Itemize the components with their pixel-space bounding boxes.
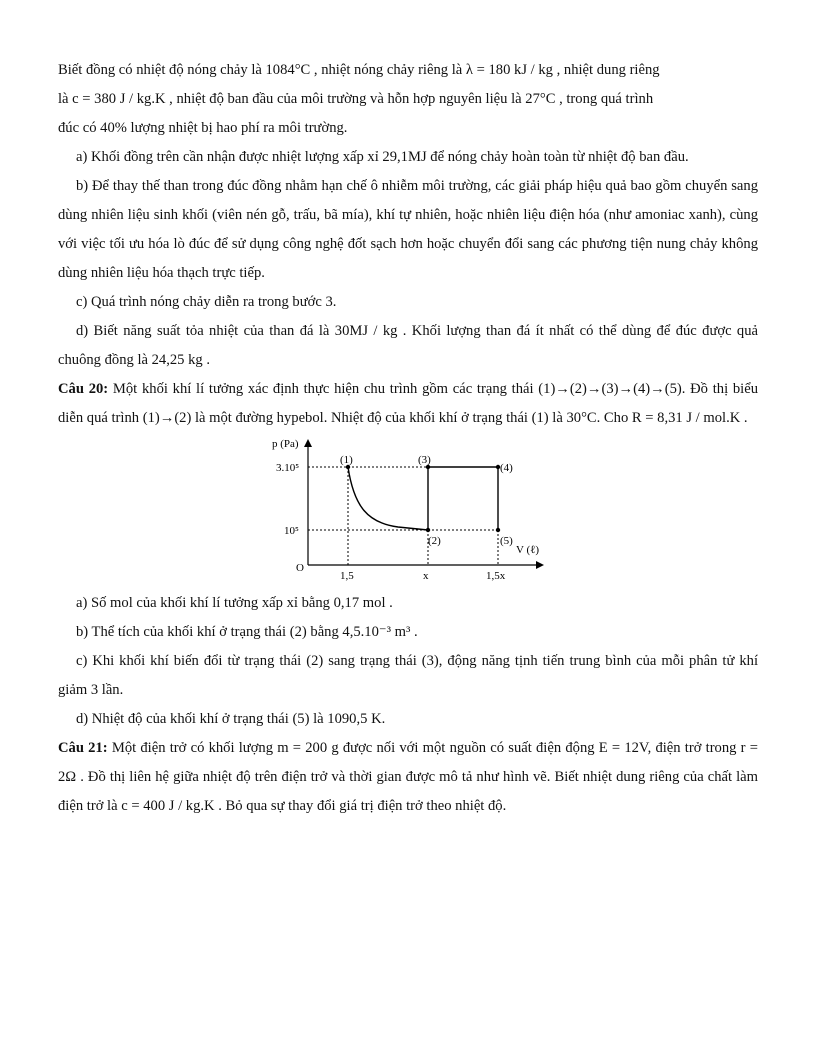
- pv-graph: [58, 437, 758, 587]
- y-axis-label: p (Pa): [272, 438, 299, 450]
- document-page: [58, 56, 758, 821]
- state-2-label: (2): [428, 535, 441, 547]
- q21-text: Một điện trở có khối lượng m = 200 g được nối với một nguồn có suất điện động E = 12V, điện trở trong r = 2Ω . Đồ thị liên hệ giữa nhiệt độ trên điện trở và thời gian được mô tả như hình vẽ. Biết nhiệt dung riêng của chất làm điện trở là c = 400 J / kg.K . Bỏ qua sự thay đổi giá trị điện trở theo nhiệt độ.: [58, 740, 758, 814]
- q21-question: [58, 734, 758, 821]
- x-axis-arrow: [536, 561, 544, 569]
- state-5-label: (5): [500, 535, 513, 547]
- intro-line-1: Biết đồng có nhiệt độ nóng chảy là 1084°C , nhiệt nóng chảy riêng là λ = 180 kJ / kg , nhiệt dung riêng: [58, 62, 660, 78]
- q19-option-b: b) Để thay thế than trong đúc đồng nhằm hạn chế ô nhiễm môi trường, các giải pháp hiệu quả bao gồm chuyển sang dùng nhiên liệu sinh khối (viên nén gỗ, trấu, bã mía), khí tự nhiên, hoặc nhiên liệu điện hóa (như amoniac xanh), cùng với việc tối ưu hóa lò đúc để sử dụng công nghệ đốt sạch hơn hoặc chuyển đổi sang các phương tiện nung chảy không dùng nhiên liệu hóa thạch trực tiếp.: [58, 178, 758, 281]
- y-tick-low: 10⁵: [284, 525, 299, 537]
- state-4-label: (4): [500, 462, 513, 474]
- q20-label: Câu 20:: [58, 381, 109, 397]
- state-1-label: (1): [340, 454, 353, 466]
- x-axis-label: V (ℓ): [516, 544, 540, 556]
- q19-option-c: c) Quá trình nóng chảy diễn ra trong bước 3.: [76, 294, 337, 310]
- q20-text: Một khối khí lí tưởng xác định thực hiện chu trình gồm các trạng thái (1)→(2)→(3)→(4)→(5). Đồ thị biểu diễn quá trình (1)→(2) là một đường hypebol. Nhiệt độ của khối khí ở trạng thái (1) là 30°C. Cho R = 8,31 J / mol.K .: [58, 381, 758, 426]
- origin-label: O: [296, 562, 304, 574]
- point-5: [496, 528, 500, 532]
- q19-option-a: a) Khối đồng trên cần nhận được nhiệt lượng xấp xỉ 29,1MJ để nóng chảy hoàn toàn từ nhiệt độ ban đầu.: [76, 149, 689, 165]
- y-tick-high: 3.10⁵: [276, 462, 300, 474]
- x-tick-v1: 1,5: [340, 570, 354, 582]
- q19-option-d: d) Biết năng suất tỏa nhiệt của than đá là 30MJ / kg . Khối lượng than đá ít nhất có thể dùng để đúc được quả chuông đồng là 24,25 kg .: [58, 323, 758, 368]
- q20-option-c: c) Khi khối khí biến đổi từ trạng thái (2) sang trạng thái (3), động năng tịnh tiến trung bình của mỗi phân tử khí giảm 3 lần.: [58, 653, 758, 698]
- q21-label: Câu 21:: [58, 740, 108, 756]
- q20-question: [58, 375, 758, 433]
- x-tick-v15x: 1,5x: [486, 570, 506, 582]
- intro-line-2: là c = 380 J / kg.K , nhiệt độ ban đầu của môi trường và hỗn hợp nguyên liệu là 27°C , trong quá trình: [58, 91, 654, 107]
- point-2: [426, 528, 430, 532]
- q20-option-d: d) Nhiệt độ của khối khí ở trạng thái (5) là 1090,5 K.: [76, 711, 386, 727]
- intro-line-3: đúc có 40% lượng nhiệt bị hao phí ra môi trường.: [58, 120, 348, 136]
- hyperbola-1-2: [348, 467, 428, 530]
- q20-option-a: a) Số mol của khối khí lí tưởng xấp xỉ bằng 0,17 mol .: [76, 595, 393, 611]
- y-axis-arrow: [304, 439, 312, 447]
- x-tick-x: x: [423, 570, 429, 582]
- pv-diagram: [268, 437, 558, 587]
- state-3-label: (3): [418, 454, 431, 466]
- q20-option-b: b) Thể tích của khối khí ở trạng thái (2) bằng 4,5.10⁻³ m³ .: [76, 624, 418, 640]
